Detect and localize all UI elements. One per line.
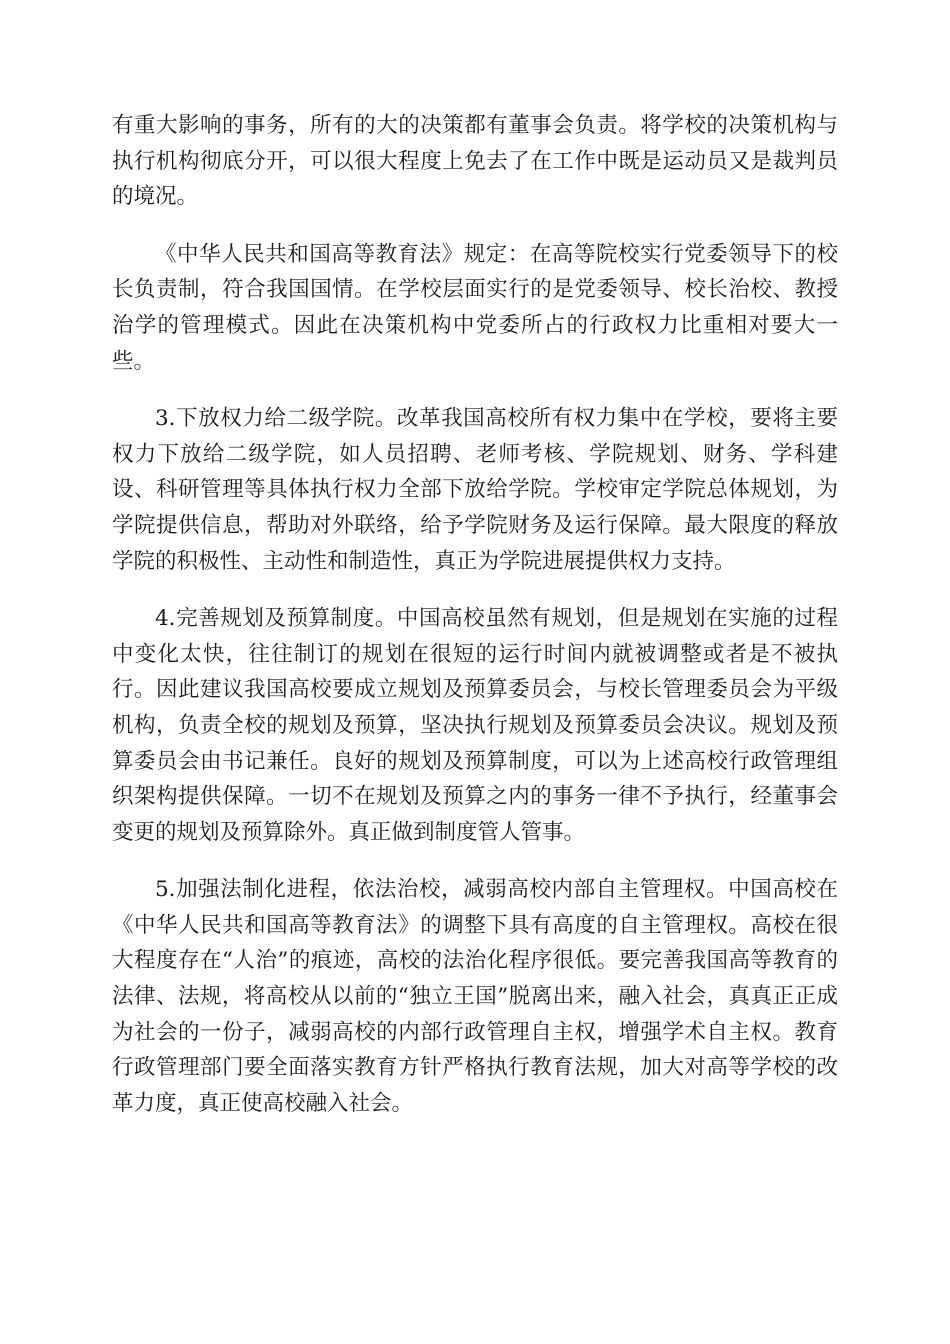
paragraph-item-3: 3.下放权力给二级学院。改革我国高校所有权力集中在学校，要将主要权力下放给二级学院，如人员招聘、老师考核、学院规划、财务、学科建设、科研管理等具体执行权力全部下放给学院。学校审定学院总体规划，为学院提供信息，帮助对外联络，给予学院财务及运行保障。最大限度的释放学院的积极性、主动性和制造性，真正为学院进展提供权力支持。 [112,406,838,574]
document-body [112,108,838,1143]
paragraph-continuation: 有重大影响的事务，所有的大的决策都有董事会负责。将学校的决策机构与执行机构彻底分开，可以很大程度上免去了在工作中既是运动员又是裁判员的境况。 [112,113,838,210]
paragraph-item-4: 4.完善规划及预算制度。中国高校虽然有规划，但是规划在实施的过程中变化太快，往往制订的规划在很短的运行时间内就被调整或者是不被执行。因此建议我国高校要成立规划及预算委员会，与校长管理委员会为平级机构，负责全校的规划及预算，坚决执行规划及预算委员会决议。规划及预算委员会由书记兼任。良好的规划及预算制度，可以为上述高校行政管理组织架构提供保障。一切不在规划及预算之内的事务一律不予执行，经董事会变更的规划及预算除外。真正做到制度管人管事。 [112,606,838,845]
paragraph-higher-education-law: 《中华人民共和国高等教育法》规定：在高等院校实行党委领导下的校长负责制，符合我国国情。在学校层面实行的是党委领导、校长治校、教授治学的管理模式。因此在决策机构中党委所占的行政权力比重相对要大一些。 [112,241,838,374]
paragraph-item-5: 5.加强法制化进程，依法治校，减弱高校内部自主管理权。中国高校在《中华人民共和国高等教育法》的调整下具有高度的自主管理权。高校在很大程度存在“人治”的痕迹，高校的法治化程序很低。要完善我国高等教育的法律、法规，将高校从以前的“独立王国”脱离出来，融入社会，真真正正成为社会的一份子，减弱高校的内部行政管理自主权，增强学术自主权。教育行政管理部门要全面落实教育方针严格执行教育法规，加大对高等学校的改革力度，真正使高校融入社会。 [112,877,838,1116]
